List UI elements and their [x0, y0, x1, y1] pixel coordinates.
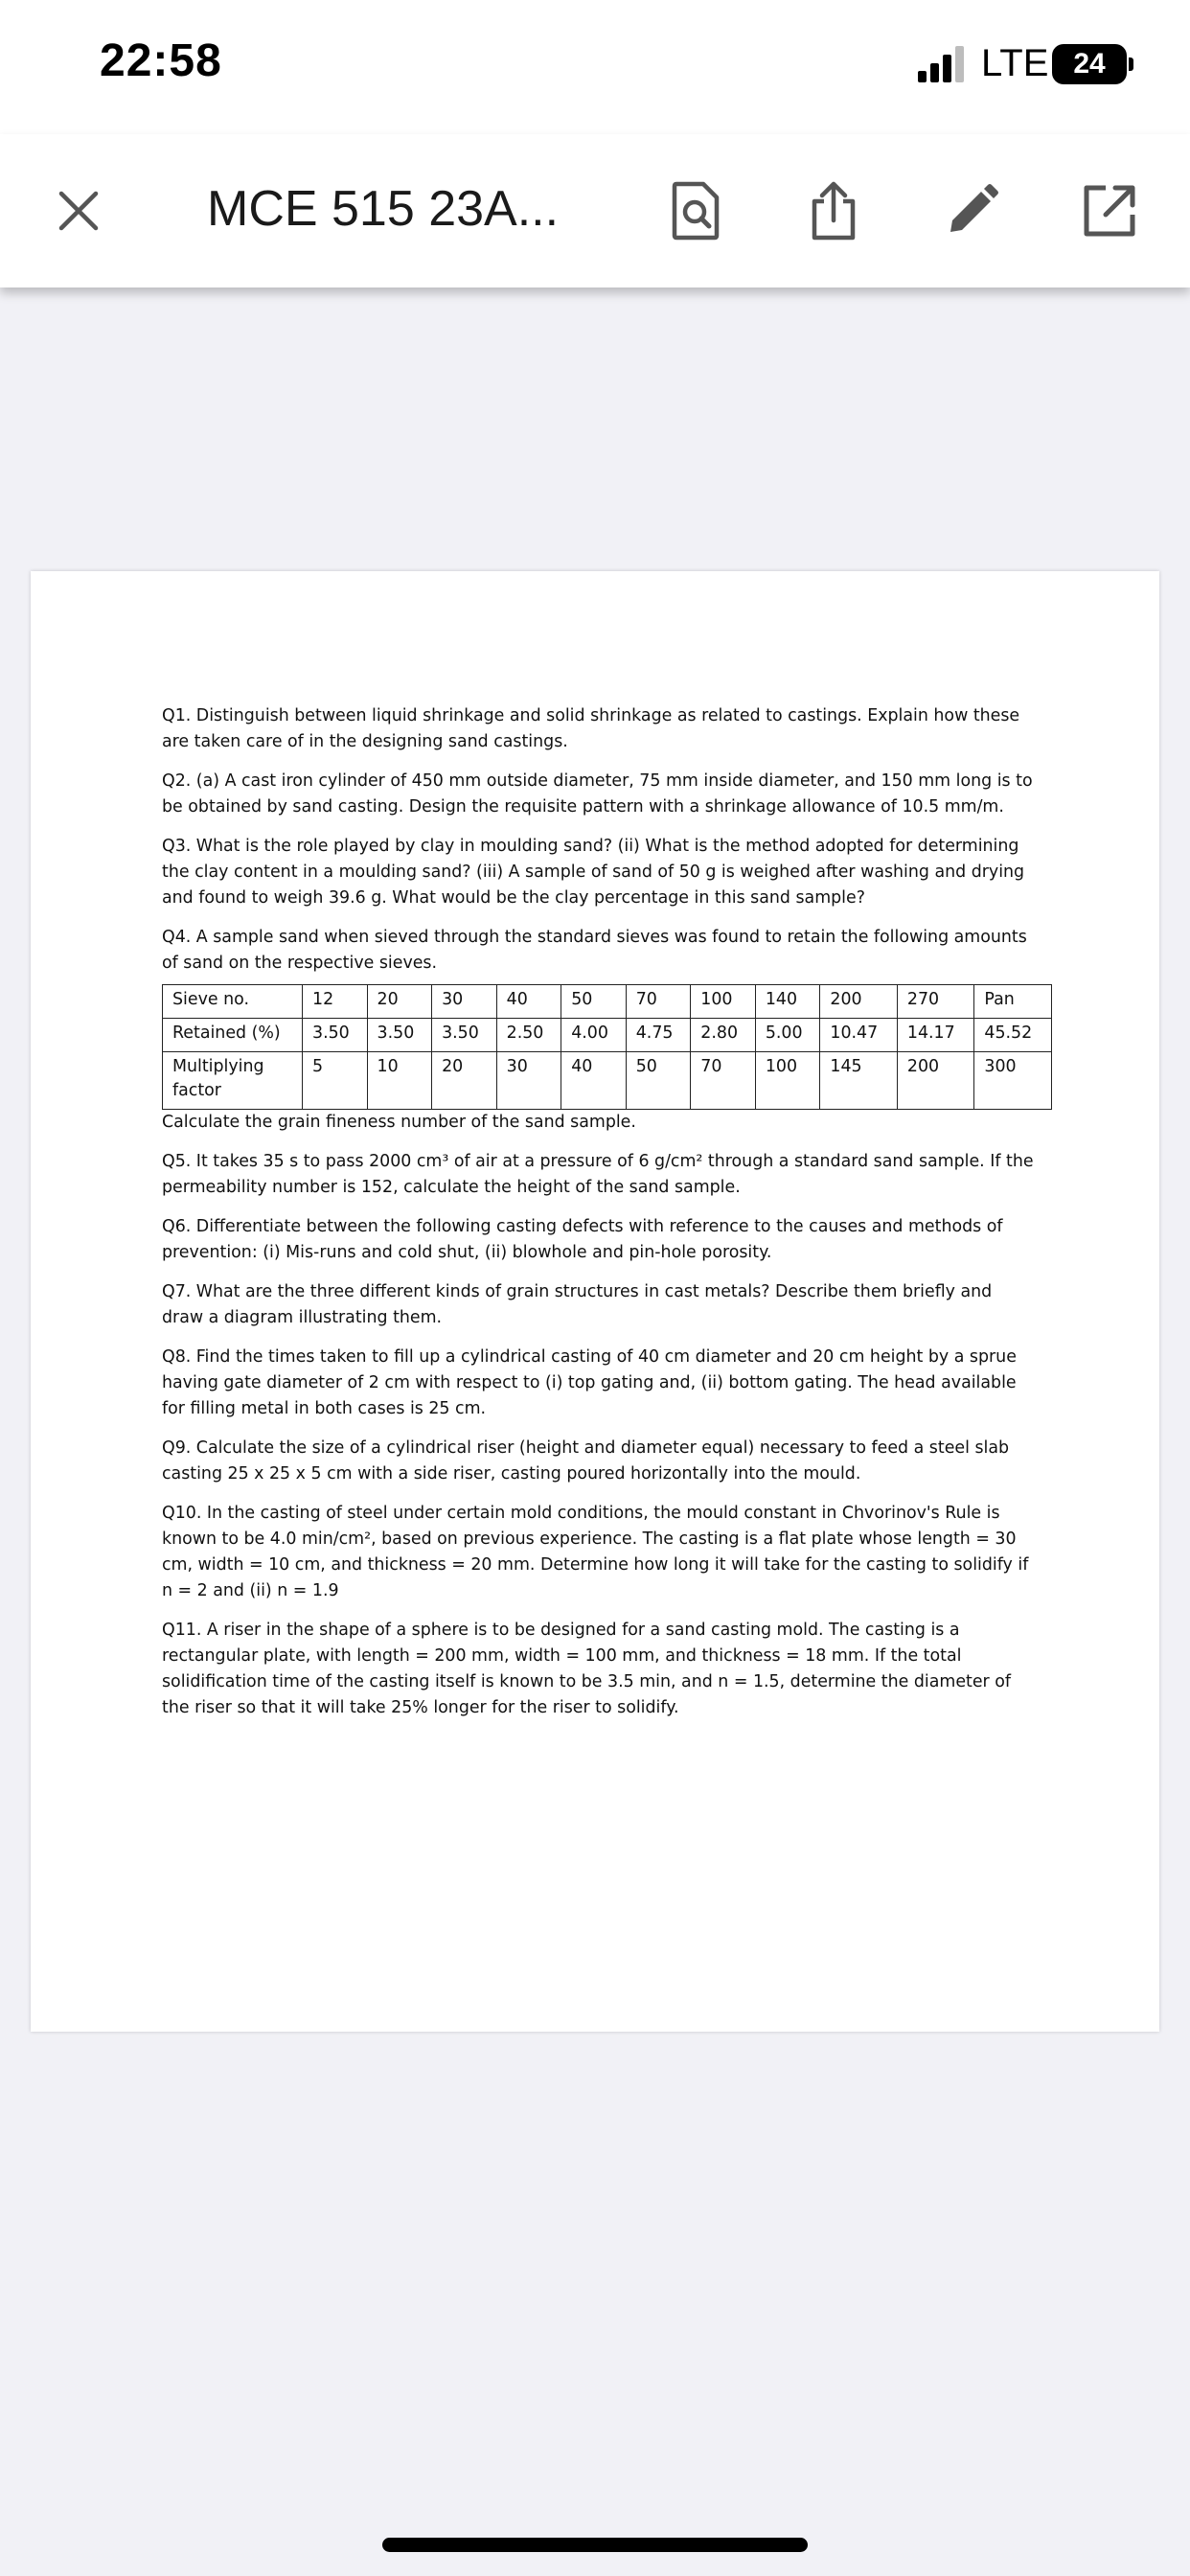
table-cell: 14.17	[897, 1019, 974, 1052]
table-cell: Pan	[974, 985, 1052, 1019]
share-button[interactable]	[799, 176, 868, 245]
table-cell: 5.00	[755, 1019, 820, 1052]
question-4-instruction: Calculate the grain fineness number of the sand sample.	[162, 1113, 636, 1132]
table-cell: 70	[626, 985, 691, 1019]
table-row-sieve-no	[163, 985, 1052, 1019]
table-row-retained	[163, 1019, 1052, 1052]
table-cell: 200	[820, 985, 898, 1019]
cellular-signal-icon	[918, 46, 972, 82]
table-cell: 30	[432, 985, 497, 1019]
question-5: Q5. It takes 35 s to pass 2000 cm³ of air at a pressure of 6 g/cm² through a standard sand sample. If the permeability number is 152, calculate the height of the sand sample.	[162, 1152, 1034, 1197]
edit-button[interactable]	[937, 176, 1006, 245]
table-cell: 20	[367, 985, 432, 1019]
table-cell: 2.50	[496, 1019, 561, 1052]
table-cell: 5	[303, 1052, 368, 1110]
row-label: Multiplying factor	[163, 1052, 303, 1110]
sieve-table	[162, 984, 1052, 1110]
question-9: Q9. Calculate the size of a cylindrical riser (height and diameter equal) necessary to feed a steel slab casting 25 x 25 x 5 cm with a side riser, casting poured horizontally into the mould.	[162, 1438, 1010, 1484]
table-cell: 40	[496, 985, 561, 1019]
open-external-icon	[1081, 182, 1138, 240]
status-time: 22:58	[100, 35, 222, 86]
table-cell: 4.75	[626, 1019, 691, 1052]
network-type: LTE	[981, 42, 1049, 84]
close-icon	[56, 188, 102, 234]
table-cell: 50	[561, 985, 627, 1019]
question-2: Q2. (a) A cast iron cylinder of 450 mm outside diameter, 75 mm inside diameter, and 150 mm long is to be obtained by sand casting. Design the requisite pattern with a shrinkage allowance of 10.5 mm/m.	[162, 771, 1033, 816]
home-indicator[interactable]	[382, 2538, 808, 2552]
pencil-icon	[943, 182, 1000, 240]
table-cell: 300	[974, 1052, 1052, 1110]
document-search-icon	[669, 180, 722, 242]
table-cell: 45.52	[974, 1019, 1052, 1052]
table-cell: 140	[755, 985, 820, 1019]
table-cell: 2.80	[691, 1019, 756, 1052]
document-page[interactable]	[31, 571, 1159, 2032]
battery-level: 24	[1073, 48, 1106, 80]
question-1: Q1. Distinguish between liquid shrinkage and solid shrinkage as related to castings. Explain how these are taken care of in the designing sand castings.	[162, 706, 1020, 751]
row-label: Sieve no.	[163, 985, 303, 1019]
question-10: Q10. In the casting of steel under certain mold conditions, the mould constant in Chvorinov's Rule is known to be 4.0 min/cm², based on previous experience. The casting is a flat plate whose length = 30 cm, width = 10 cm, and thickness = 20 mm. Determine how long it will take for the casting to solidify if n = 2 and (ii) n = 1.9	[162, 1504, 1029, 1600]
status-bar	[0, 0, 1190, 134]
question-4: Q4. A sample sand when sieved through the standard sieves was found to retain the following amounts of sand on the respective sieves.	[162, 928, 1027, 973]
table-cell: 100	[691, 985, 756, 1019]
table-cell: 200	[897, 1052, 974, 1110]
table-cell: 20	[432, 1052, 497, 1110]
battery-icon	[1052, 44, 1127, 84]
table-cell: 145	[820, 1052, 898, 1110]
question-3: Q3. What is the role played by clay in moulding sand? (ii) What is the method adopted for determining the clay content in a moulding sand? (iii) A sample of sand of 50 g is weighed after washing and drying and found to weigh 39.6 g. What would be the clay percentage in this sand sample?	[162, 837, 1025, 908]
search-document-button[interactable]	[661, 176, 730, 245]
row-label: Retained (%)	[163, 1019, 303, 1052]
table-cell: 50	[626, 1052, 691, 1110]
table-cell: 3.50	[432, 1019, 497, 1052]
table-cell: 70	[691, 1052, 756, 1110]
table-row-multiplying-factor	[163, 1052, 1052, 1110]
question-6: Q6. Differentiate between the following casting defects with reference to the causes and methods of prevention: (i) Mis-runs and cold shut, (ii) blowhole and pin-hole porosity.	[162, 1217, 1003, 1262]
table-cell: 3.50	[303, 1019, 368, 1052]
close-button[interactable]	[44, 176, 113, 245]
document-toolbar	[0, 134, 1190, 288]
table-cell: 30	[496, 1052, 561, 1110]
question-7: Q7. What are the three different kinds of grain structures in cast metals? Describe them briefly and draw a diagram illustrating them.	[162, 1282, 993, 1327]
table-cell: 3.50	[367, 1019, 432, 1052]
question-11: Q11. A riser in the shape of a sphere is to be designed for a sand casting mold. The casting is a rectangular plate, with length = 200 mm, width = 100 mm, and thickness = 18 mm. If the total solidification time of the casting itself is known to be 3.5 min, and n = 1.5, determine the diameter of the riser so that it will take 25% longer for the riser to solidify.	[162, 1621, 1011, 1717]
table-cell: 100	[755, 1052, 820, 1110]
document-title: MCE 515 23A...	[207, 181, 560, 237]
table-cell: 4.00	[561, 1019, 627, 1052]
table-cell: 12	[303, 985, 368, 1019]
table-cell: 10.47	[820, 1019, 898, 1052]
share-icon	[807, 178, 860, 243]
table-cell: 10	[367, 1052, 432, 1110]
document-content	[162, 703, 1036, 1735]
table-cell: 270	[897, 985, 974, 1019]
table-cell: 40	[561, 1052, 627, 1110]
question-8: Q8. Find the times taken to fill up a cylindrical casting of 40 cm diameter and 20 cm height by a sprue having gate diameter of 2 cm with respect to (i) top gating and, (ii) bottom gating. The head available for filling metal in both cases is 25 cm.	[162, 1347, 1017, 1418]
battery-tip	[1129, 58, 1133, 71]
open-external-button[interactable]	[1075, 176, 1144, 245]
